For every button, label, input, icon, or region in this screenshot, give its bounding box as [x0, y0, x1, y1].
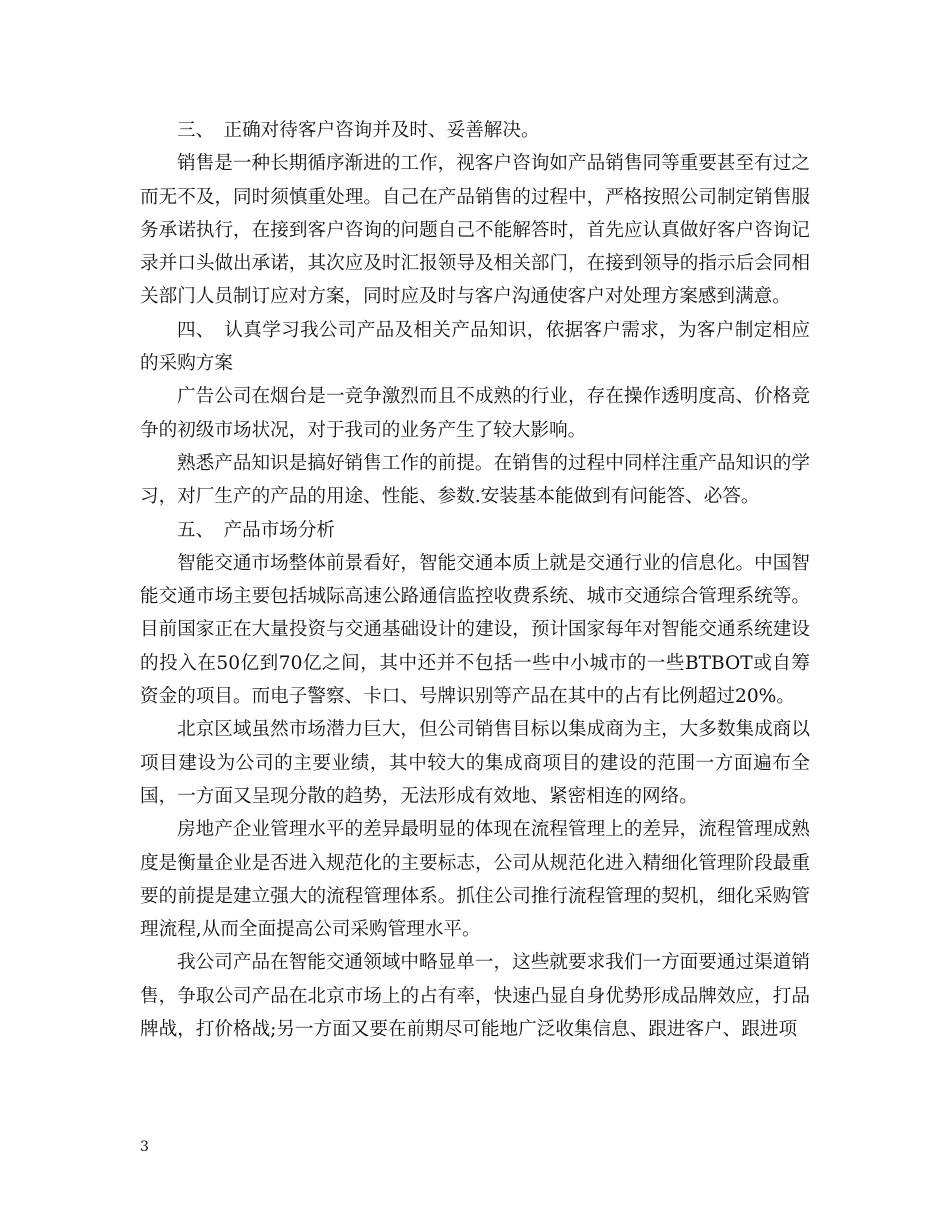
document-body [140, 114, 810, 1046]
paragraph-process-management: 房地产企业管理水平的差异最明显的体现在流程管理上的差异，流程管理成熟度是衡量企业是否进入规范化的主要标志，公司从规范化进入精细化管理阶段最重要的前提是建立强大的流程管理体系。抓住公司推行流程管理的契机，细化采购管理流程,从而全面提高公司采购管理水平。 [140, 819, 810, 941]
heading-section-3: 三、 正确对待客户咨询并及时、妥善解决。 [177, 120, 540, 141]
heading-section-5: 五、 产品市场分析 [177, 519, 336, 541]
paragraph-product-strategy: 我公司产品在智能交通领域中略显单一，这些就要求我们一方面要通过渠道销售，争取公司产品在北京市场上的占有率，快速凸显自身优势形成品牌效应，打品牌战，打价格战;另一方面又要在前期尽可能地广泛收集信息、跟进客户、跟进项 [140, 952, 810, 1041]
paragraph-smart-traffic-market: 智能交通市场整体前景看好，智能交通本质上就是交通行业的信息化。中国智能交通市场主要包括城际高速公路通信监控收费系统、城市交通综合管理系统等。目前国家正在大量投资与交通基础设计的建设，预计国家每年对智能交通系统建设的投入在50亿到70亿之间，其中还并不包括一些中小城市的一些BTBOT或自筹资金的项目。而电子警察、卡口、号牌识别等产品在其中的占有比例超过20%。 [140, 552, 810, 708]
paragraph-beijing-region: 北京区域虽然市场潜力巨大，但公司销售目标以集成商为主，大多数集成商以项目建设为公司的主要业绩，其中较大的集成商项目的建设的范围一方面遍布全国，一方面又呈现分散的趋势，无法形成有效地、紧密相连的网络。 [140, 719, 810, 807]
heading-section-4: 四、 认真学习我公司产品及相关产品知识，依据客户需求，为客户制定相应的采购方案 [140, 319, 810, 375]
paragraph-customer-consultation: 销售是一种长期循序渐进的工作，视客户咨询如产品销售同等重要甚至有过之而无不及，同时须慎重处理。自己在产品销售的过程中，严格按照公司制定销售服务承诺执行，在接到客户咨询的问题自己不能解答时，首先应认真做好客户咨询记录并口头做出承诺，其次应及时汇报领导及相关部门，在接到领导的指示后会同相关部门人员制订应对方案，同时应及时与客户沟通使客户对处理方案感到满意。 [140, 153, 810, 308]
paragraph-product-knowledge: 熟悉产品知识是搞好销售工作的前提。在销售的过程中同样注重产品知识的学习，对厂生产的产品的用途、性能、参数.安装基本能做到有问能答、必答。 [140, 452, 810, 508]
paragraph-advertising-market: 广告公司在烟台是一竞争激烈而且不成熟的行业，存在操作透明度高、价格竞争的初级市场状况，对于我司的业务产生了较大影响。 [140, 386, 810, 441]
page-number: 3 [140, 1139, 149, 1155]
